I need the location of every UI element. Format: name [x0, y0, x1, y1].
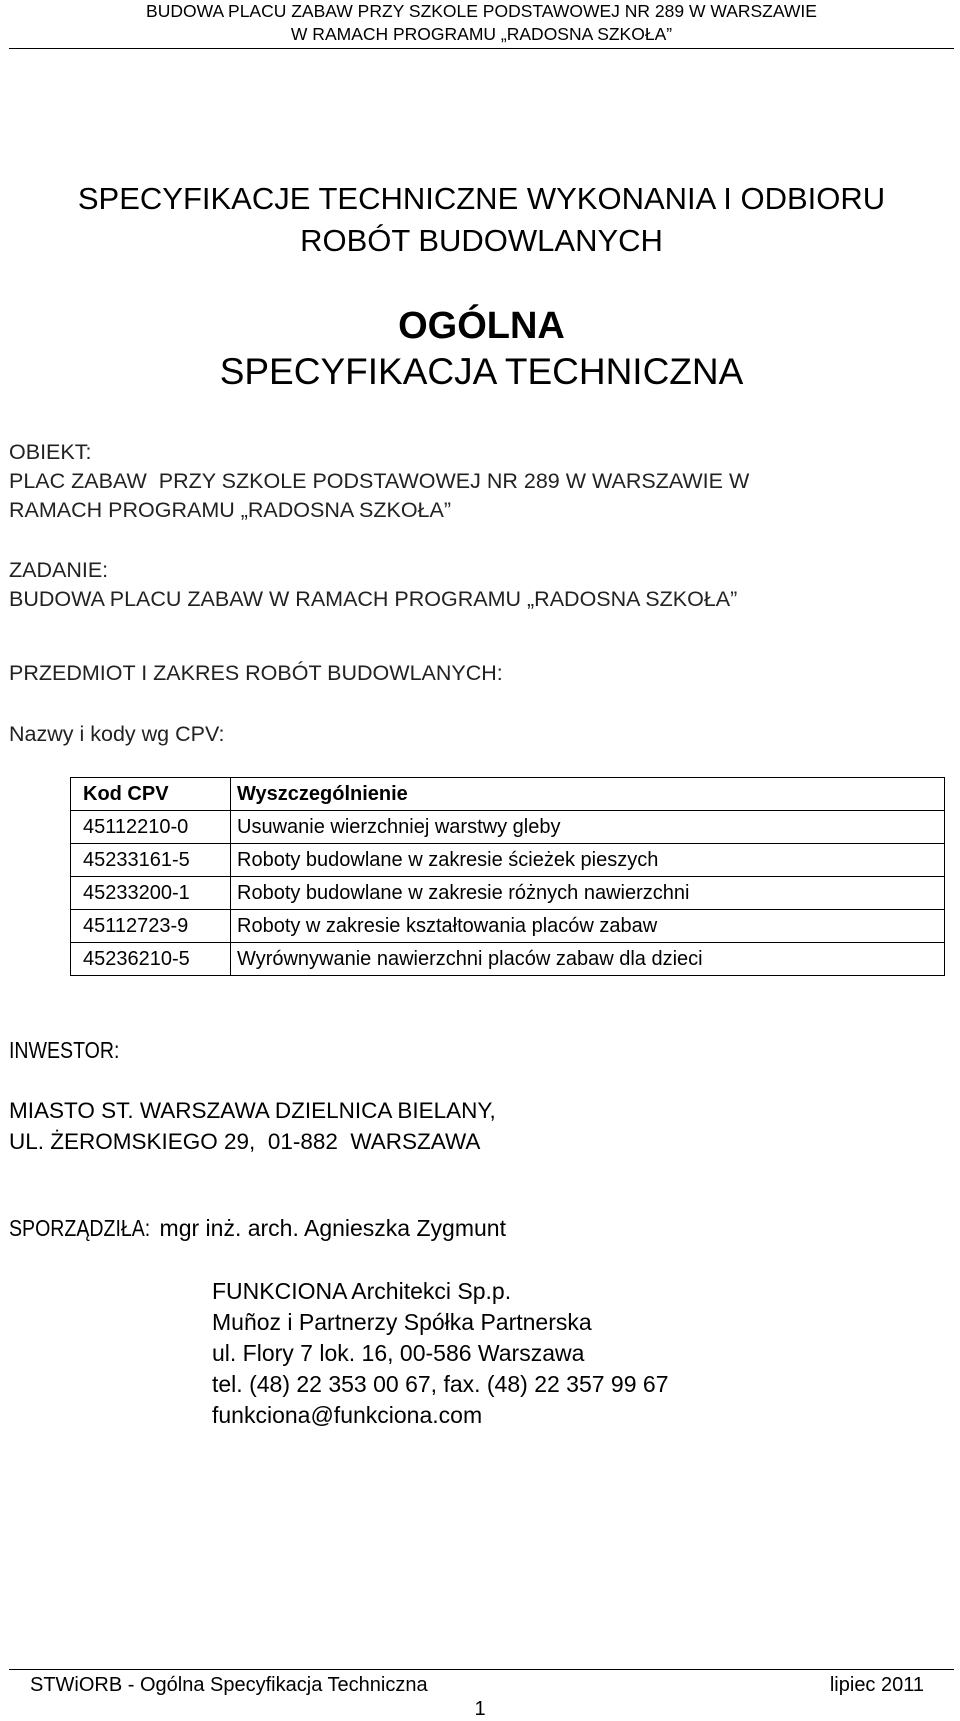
page-number: 1: [474, 1698, 486, 1720]
header-line-1: BUDOWA PLACU ZABAW PRZY SZKOLE PODSTAWOWEJ NR 289 W WARSZAWIE: [146, 1, 817, 21]
obiekt-label: OBIEKT:: [9, 440, 92, 464]
table-row: [71, 877, 945, 910]
spec-title: OGÓLNA: [398, 305, 565, 347]
zadanie-value: BUDOWA PLACU ZABAW W RAMACH PROGRAMU „RADOSNA SZKOŁA”: [9, 587, 738, 611]
table-row: [71, 943, 945, 976]
inwestor-line-2: UL. ŻEROMSKIEGO 29, 01-882 WARSZAWA: [9, 1129, 481, 1154]
cpv-description: Roboty w zakresie kształtowania placów zabaw: [231, 910, 945, 943]
cpv-code: 45236210-5: [71, 943, 231, 976]
zadanie-label: ZADANIE:: [9, 558, 109, 582]
cpv-heading: Nazwy i kody wg CPV:: [9, 722, 225, 746]
cpv-table: [70, 777, 945, 976]
przedmiot-heading: PRZEDMIOT I ZAKRES ROBÓT BUDOWLANYCH:: [9, 661, 503, 685]
cpv-code: 45112210-0: [71, 811, 231, 844]
firm-partners: Muñoz i Partnerzy Spółka Partnerska: [212, 1309, 592, 1335]
firm-phone: tel. (48) 22 353 00 67, fax. (48) 22 357 99 67: [212, 1371, 669, 1397]
obiekt-section: [9, 438, 749, 525]
cpv-code: 45233161-5: [71, 844, 231, 877]
cpv-code: 45112723-9: [71, 910, 231, 943]
cpv-description: Wyrównywanie nawierzchni placów zabaw dla dzieci: [231, 943, 945, 976]
obiekt-line-2: RAMACH PROGRAMU „RADOSNA SZKOŁA”: [9, 498, 451, 522]
table-row: [71, 811, 945, 844]
firm-email: funkciona@funkciona.com: [212, 1402, 483, 1428]
zadanie-section: [9, 556, 737, 614]
inwestor-line-1: MIASTO ST. WARSZAWA DZIELNICA BIELANY,: [9, 1098, 496, 1123]
obiekt-line-1: PLAC ZABAW PRZY SZKOLE PODSTAWOWEJ NR 289 W WARSZAWIE W: [9, 469, 750, 493]
title-line-2: ROBÓT BUDOWLANYCH: [300, 223, 663, 258]
firm-name: FUNKCIONA Architekci Sp.p.: [212, 1278, 512, 1304]
table-row: [71, 910, 945, 943]
cpv-description: Roboty budowlane w zakresie różnych nawierzchni: [231, 877, 945, 910]
column-header-code: Kod CPV: [71, 778, 231, 811]
cpv-description: Usuwanie wierzchniej warstwy gleby: [231, 811, 945, 844]
author-label: SPORZĄDZIŁA:: [9, 1215, 151, 1241]
title-line-1: SPECYFIKACJE TECHNICZNE WYKONANIA I ODBIORU: [77, 181, 886, 216]
firm-contact-block: [212, 1276, 669, 1431]
header-line-2: W RAMACH PROGRAMU „RADOSNA SZKOŁA”: [290, 24, 673, 44]
author-line: [9, 1213, 506, 1243]
cpv-code: 45233200-1: [71, 877, 231, 910]
document-title: [9, 178, 954, 262]
cpv-description: Roboty budowlane w zakresie ścieżek pieszych: [231, 844, 945, 877]
table-header-row: [71, 778, 945, 811]
running-header: [9, 0, 954, 46]
footer-document-name: STWiORB - Ogólna Specyfikacja Techniczna: [30, 1674, 428, 1696]
column-header-description: Wyszczególnienie: [231, 778, 945, 811]
inwestor-label: INWESTOR:: [9, 1037, 120, 1063]
header-divider: [9, 48, 954, 49]
footer-divider: [9, 1669, 954, 1670]
author-name: mgr inż. arch. Agnieszka Zygmunt: [159, 1215, 506, 1241]
inwestor-address: [9, 1095, 496, 1157]
table-row: [71, 844, 945, 877]
spec-subtitle: SPECYFIKACJA TECHNICZNA: [219, 351, 744, 392]
footer-date: lipiec 2011: [829, 1674, 924, 1696]
firm-address: ul. Flory 7 lok. 16, 00-586 Warszawa: [212, 1340, 585, 1366]
